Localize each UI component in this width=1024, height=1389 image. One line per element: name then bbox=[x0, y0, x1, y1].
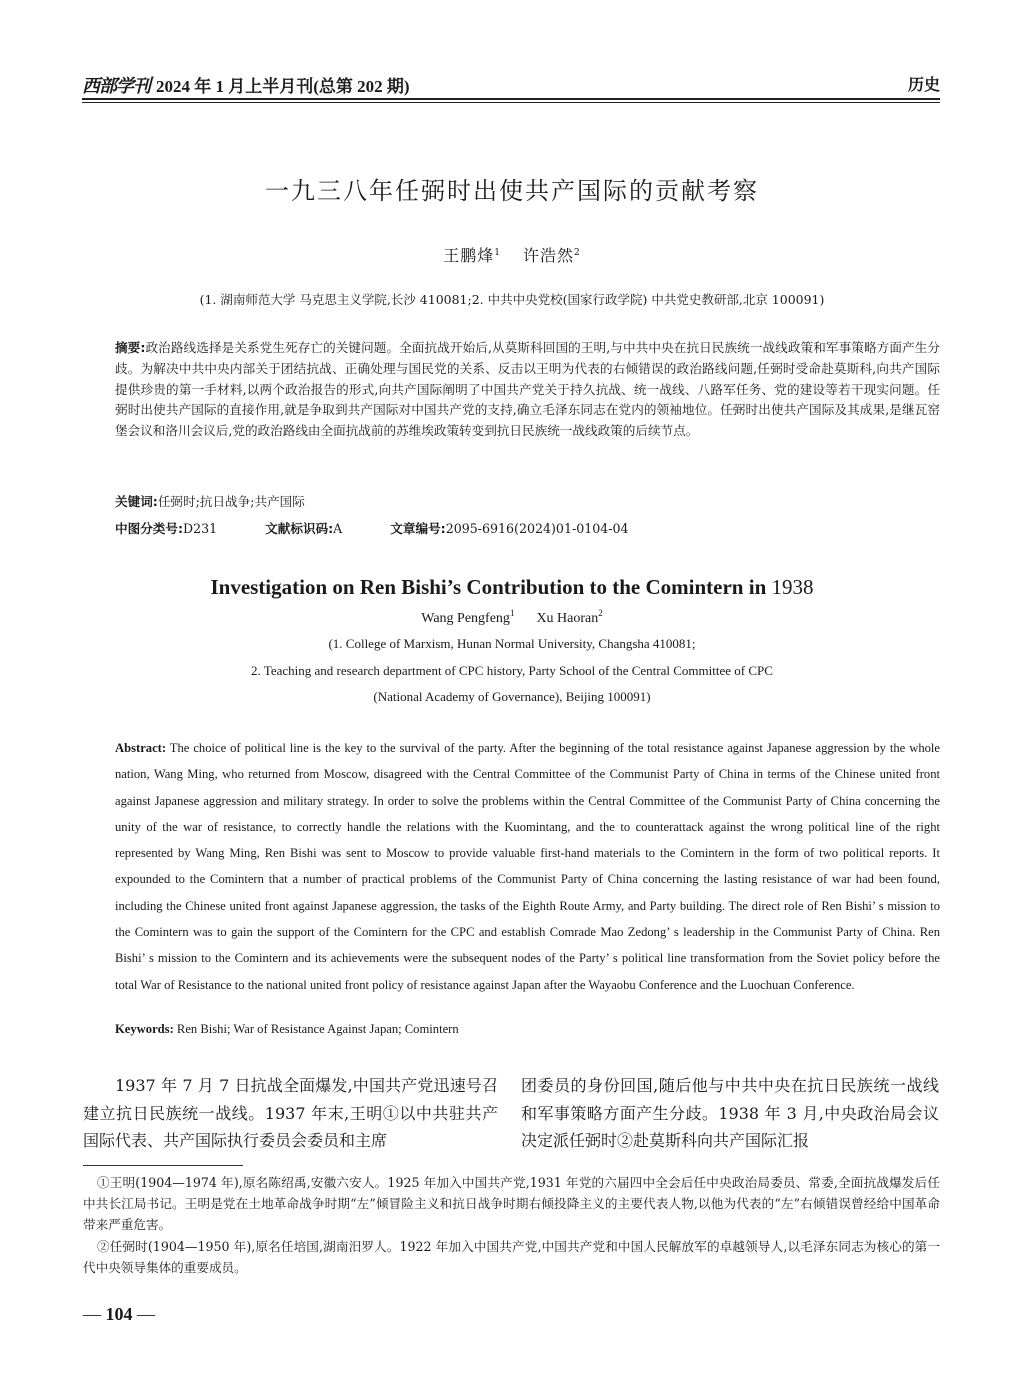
english-abstract bbox=[83, 735, 940, 998]
english-keywords bbox=[83, 1019, 940, 1040]
abstract-label: Abstract: bbox=[115, 741, 167, 755]
author-affil-mark: 2 bbox=[574, 248, 581, 258]
english-affiliation-line: (National Academy of Governance), Beijing 100091) bbox=[373, 689, 651, 704]
document-code: 文献标识码:A bbox=[265, 521, 343, 536]
chinese-abstract bbox=[83, 338, 940, 442]
article-number: 文章编号:2095-6916(2024)01-0104-04 bbox=[390, 521, 629, 536]
abstract-text: The choice of political line is the key to the survival of the party. After the beginning of the total resistance against Japanese aggression by the whole nation, Wang Ming, who returned from Moscow, disagreed with the Central Committee of the Communist Party of China in terms of the Chinese united front against Japanese aggression and military strategy. In order to solve the problems within the Central Committee of the Communist Party of China concerning the unity of the war of resistance, to correctly handle the relations with the Kuomintang, and the to counterattack against the wrong political line of the right represented by Wang Ming, Ren Bishi was sent to Moscow to provide valuable first-hand materials to the Comintern in the form of two political reports. It expounded to the Comintern that a number of practical problems of the Communist Party of China concerning the lasting resistance of war had been found, including the Chinese united front against Japanese aggression, the tasks of the Eighth Route Army, and Party building. The direct role of Ren Bishi’ s mission to the Comintern was to gain the support of the Comintern for the CPC and establish Comrade Mao Zedong’ s leadership in the Communist Party of China. Ren Bishi’ s mission to the Comintern and its achievements were the subsequent nodes of the Party’ s political line transformation from the Soviet policy before the total War of Resistance to the national united front policy of resistance against Japan after the Wayaobu Conference and the Luochuan Conference. bbox=[115, 741, 940, 992]
keywords-text: 任弼时;抗日战争;共产国际 bbox=[157, 494, 305, 509]
author-name: 许浩然 bbox=[523, 246, 575, 265]
chinese-keywords bbox=[83, 492, 940, 512]
keywords-label: Keywords: bbox=[115, 1022, 174, 1036]
body-paragraph: 1937 年 7 月 7 日抗战全面爆发,中国共产党迅速号召建立抗日民族统一战线。1937 年末,王明①以中共驻共产国际代表、共产国际执行委员会委员和主席 bbox=[83, 1076, 498, 1150]
running-header bbox=[82, 70, 940, 98]
chinese-title: 一九三八年任弼时出使共产国际的贡献考察 bbox=[265, 177, 759, 205]
chinese-authors bbox=[0, 243, 1024, 266]
body-column-left bbox=[83, 1072, 498, 1155]
body-paragraph: 团委员的身份回国,随后他与中共中央在抗日民族统一战线和军事策略方面产生分歧。1938 年 3 月,中央政治局会议决定派任弼时②赴莫斯科向共产国际汇报 bbox=[521, 1076, 939, 1150]
section-label: 历史 bbox=[907, 75, 940, 94]
body-column-right bbox=[521, 1072, 939, 1155]
keywords-text: Ren Bishi; War of Resistance Against Japan; Comintern bbox=[176, 1022, 459, 1036]
footnote-rule bbox=[83, 1165, 243, 1166]
english-affiliation-line: (1. College of Marxism, Hunan Normal University, Changsha 410081; bbox=[328, 636, 696, 651]
english-authors: Wang Pengfeng$^1$ Xu Haoran$^2$ bbox=[421, 608, 603, 626]
header-rule-thin bbox=[82, 102, 940, 103]
footnotes bbox=[83, 1173, 940, 1281]
abstract-label: 摘要: bbox=[115, 340, 146, 355]
header-rule bbox=[82, 98, 940, 100]
page-number: — 104 — bbox=[83, 1304, 155, 1324]
english-affiliation-line: 2. Teaching and research department of CPC history, Party School of the Central Committee of CPC bbox=[251, 663, 773, 678]
author-name: Xu Haoran bbox=[536, 611, 599, 626]
author-name: 王鹏烽 bbox=[443, 246, 495, 265]
footnote: ①王明(1904—1974 年),原名陈绍禹,安徽六安人。1925 年加入中国共产党,1931 年党的六届四中全会后任中央政治局委员、常委,全面抗战爆发后任中共长江局书记。王明是党在土地革命战争时期“左”倾冒险主义和抗日战争时期右倾投降主义的主要代表人物,以他为代表的“左”右倾错误曾经给中国革命带来严重危害。 bbox=[83, 1175, 940, 1232]
abstract-text: 政治路线选择是关系党生死存亡的关键问题。全面抗战开始后,从莫斯科回国的王明,与中共中央在抗日民族统一战线政策和军事策略方面产生分歧。为解决中共中央内部关于团结抗战、正确处理与国民党的关系、反击以王明为代表的右倾错误的政治路线问题,任弼时受命赴莫斯科,向共产国际提供珍贵的第一手材料,以两个政治报告的形式,向共产国际阐明了中国共产党关于持久抗战、统一战线、八路军任务、党的建设等若干现实问题。任弼时出使共产国际的直接作用,就是争取到共产国际对中国共产党的支持,确立毛泽东同志在党内的领袖地位。任弼时出使共产国际及其成果,是继瓦窑堡会议和洛川会议后,党的政治路线由全面抗战前的苏维埃政策转变到抗日民族统一战线政策的后续节点。 bbox=[115, 340, 940, 439]
keywords-label: 关键词: bbox=[115, 494, 158, 509]
chinese-affiliation: (1. 湖南师范大学 马克思主义学院,长沙 410081;2. 中共中央党校(国家行政学院) 中共党史教研部,北京 100091) bbox=[199, 292, 825, 307]
english-title: Investigation on Ren Bishi’s Contribution to the Comintern in 1938 bbox=[210, 575, 814, 599]
issue-info: 2024 年 1 月上半月刊(总第 202 期) bbox=[156, 77, 410, 96]
author-affil-mark: 1 bbox=[494, 248, 501, 258]
journal-logo: 西部学刊 bbox=[82, 76, 150, 97]
classification-info bbox=[115, 518, 677, 537]
clc-number: 中图分类号:D231 bbox=[115, 521, 218, 536]
footnote: ②任弼时(1904—1950 年),原名任培国,湖南汨罗人。1922 年加入中国共产党,中国共产党和中国人民解放军的卓越领导人,以毛泽东同志为核心的第一代中央领导集体的重要成员。 bbox=[83, 1239, 940, 1276]
author-name: Wang Pengfeng bbox=[421, 611, 510, 626]
